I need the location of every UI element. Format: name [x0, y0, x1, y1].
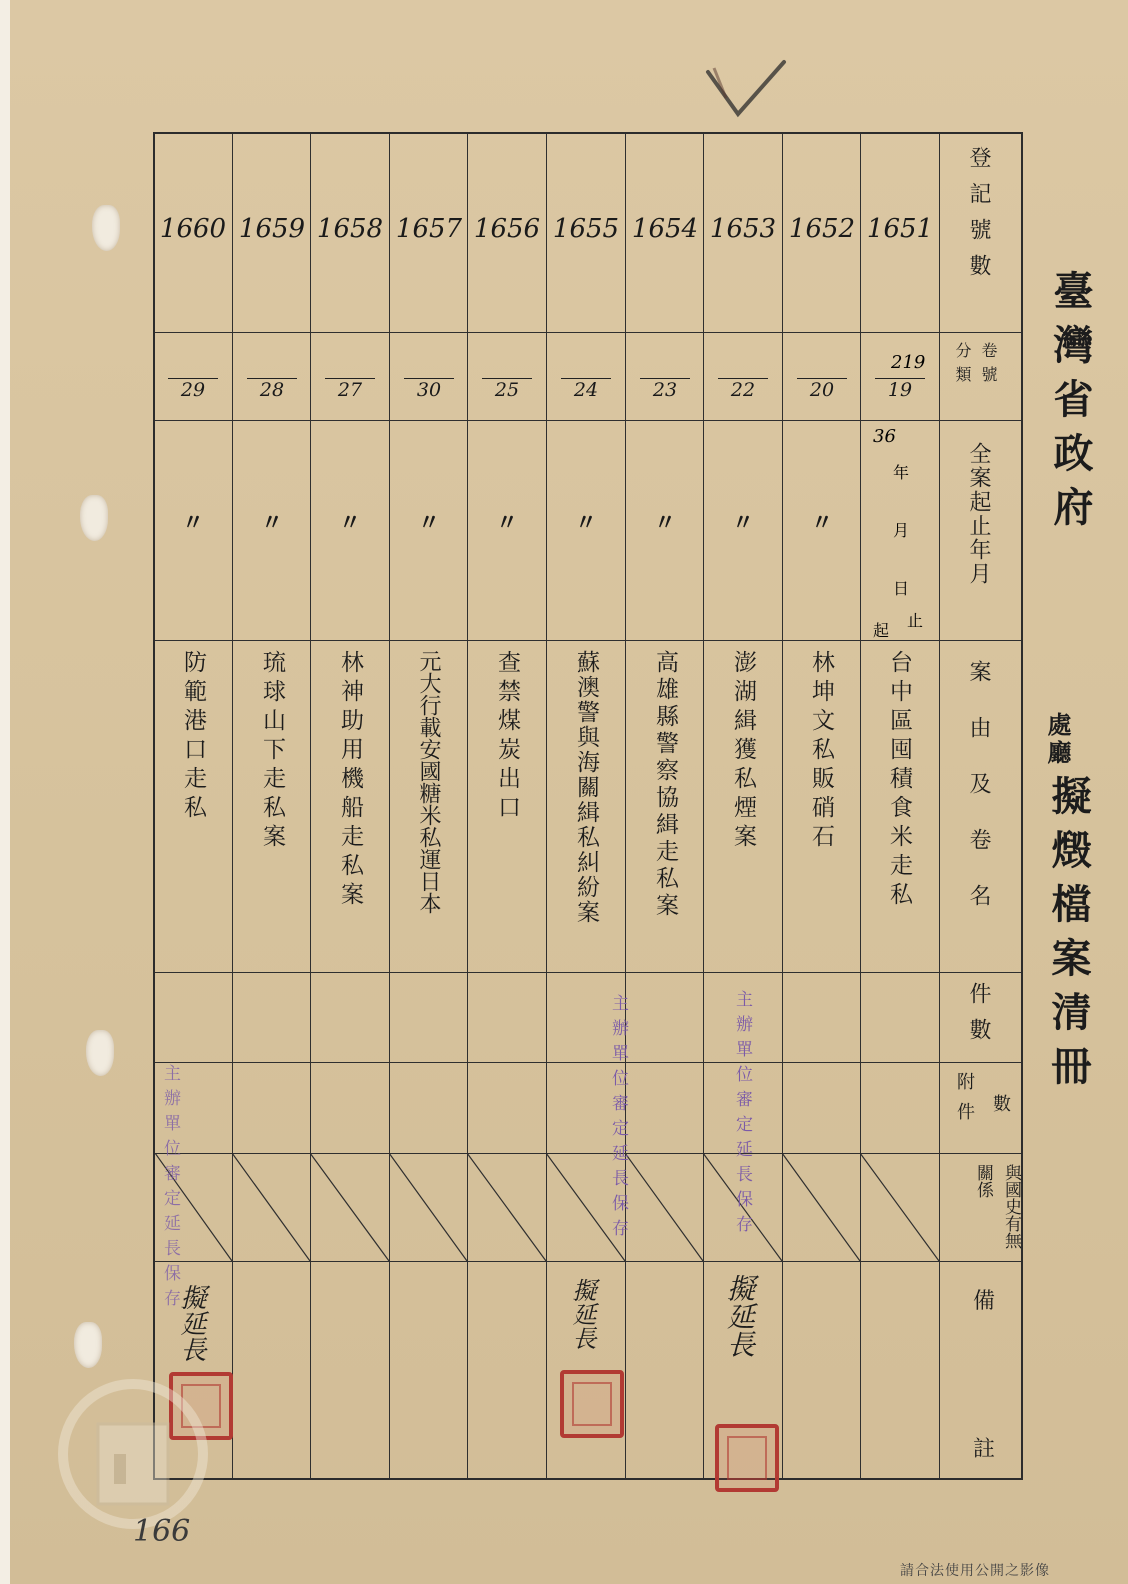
ditto-mark: 〃	[417, 510, 440, 536]
period-start: 起	[873, 621, 890, 640]
column-divider	[860, 134, 861, 1478]
period-year-number: 36	[873, 426, 896, 447]
header-case: 案由及卷名	[966, 660, 991, 940]
volume-number: 22	[718, 378, 768, 401]
category-number: 219	[891, 352, 926, 373]
ditto-mark: 〃	[574, 510, 597, 536]
reg-number: 1654	[631, 214, 699, 244]
column-divider	[939, 134, 940, 1478]
column-divider	[546, 134, 547, 1478]
volume-number: 25	[482, 378, 532, 401]
reg-number: 1651	[866, 214, 934, 244]
row-divider	[155, 332, 1021, 333]
ditto-mark: 〃	[338, 510, 361, 536]
reg-number: 1655	[552, 214, 620, 244]
page-edge	[0, 0, 10, 1584]
period-year: 年	[893, 463, 910, 482]
row-divider	[155, 1261, 1021, 1262]
approval-stamp	[155, 1064, 185, 1314]
period-day: 日	[893, 579, 910, 598]
punch-hole	[80, 495, 108, 541]
remark-note: 擬延長	[176, 1284, 206, 1362]
volume-number: 29	[168, 378, 218, 401]
header-category: 分類	[953, 342, 972, 390]
column-divider	[467, 134, 468, 1478]
header-attach: 附件	[954, 1072, 975, 1132]
stamp-line-2: 定延長保存	[160, 1189, 180, 1314]
header-period: 全案起止年月	[966, 442, 991, 586]
volume-number: 19	[875, 378, 925, 401]
ditto-mark: 〃	[731, 510, 754, 536]
approval-stamp	[603, 994, 633, 1244]
header-remarks-a: 備	[973, 1289, 996, 1314]
reg-number: 1652	[788, 214, 856, 244]
column-divider	[703, 134, 704, 1478]
header-attach-count: 數	[990, 1094, 1011, 1116]
reg-number: 1657	[395, 214, 463, 244]
checkmark-icon	[700, 58, 790, 128]
reg-number: 1653	[709, 214, 777, 244]
row-divider	[155, 1062, 1021, 1063]
column-divider	[625, 134, 626, 1478]
header-remarks-b: 註	[973, 1437, 996, 1462]
approval-stamp	[727, 990, 757, 1240]
punch-hole	[86, 1030, 114, 1076]
reg-number: 1656	[473, 214, 541, 244]
office-label: 處廳	[1043, 712, 1072, 768]
column-divider	[232, 134, 233, 1478]
case-title: 防範港口走私	[180, 650, 206, 824]
case-title: 琉球山下走私案	[259, 650, 285, 853]
case-title: 高雄縣警察協緝走私案	[652, 650, 678, 920]
row-divider	[155, 972, 1021, 973]
stamp-line-2: 定延長保存	[732, 1115, 752, 1240]
page-subtitle: 擬燬檔案清冊	[1045, 775, 1092, 1099]
reg-number: 1658	[316, 214, 384, 244]
volume-number: 28	[247, 378, 297, 401]
reg-number: 1659	[238, 214, 306, 244]
volume-number: 24	[561, 378, 611, 401]
remark-note: 擬延長	[568, 1278, 596, 1350]
stamp-line-1: 主辦單位審	[160, 1064, 180, 1189]
usage-notice: 請合法使用公開之影像	[900, 1563, 1050, 1579]
period-month: 月	[893, 521, 910, 540]
punch-hole	[92, 205, 120, 251]
punch-hole	[74, 1322, 102, 1368]
case-title: 林神助用機船走私案	[337, 650, 363, 911]
row-divider	[155, 420, 1021, 421]
ditto-mark: 〃	[260, 510, 283, 536]
case-title: 台中區囤積食米走私	[886, 650, 912, 911]
header-vol-no: 卷號	[979, 342, 998, 390]
column-divider	[389, 134, 390, 1478]
ditto-mark: 〃	[810, 510, 833, 536]
page-number: 166	[133, 1514, 191, 1549]
period-end: 止	[907, 611, 924, 630]
register-table	[153, 132, 1023, 1480]
case-title: 林坤文私販硝石	[808, 650, 834, 853]
remark-note: 擬延長	[723, 1274, 756, 1358]
column-divider	[782, 134, 783, 1478]
case-title: 查禁煤炭出口	[494, 650, 520, 824]
case-title: 蘇澳警與海關緝私糾紛案	[573, 650, 599, 925]
header-count: 件數	[966, 982, 991, 1054]
volume-number: 23	[640, 378, 690, 401]
history-diagonals	[155, 1153, 1021, 1261]
ditto-mark: 〃	[653, 510, 676, 536]
column-divider	[310, 134, 311, 1478]
header-history: 與國史有無關係	[973, 1164, 1021, 1249]
page-title: 臺灣省政府	[1047, 270, 1094, 540]
red-seal	[715, 1424, 779, 1492]
case-title: 元大行載安國糖米私運日本	[416, 650, 441, 914]
row-divider	[155, 640, 1021, 641]
ditto-mark: 〃	[495, 510, 518, 536]
volume-number: 20	[797, 378, 847, 401]
ditto-mark: 〃	[181, 510, 204, 536]
case-title: 澎湖緝獲私煙案	[730, 650, 756, 853]
reg-number: 1660	[159, 214, 227, 244]
stamp-line-1: 主辦單位審	[608, 994, 628, 1119]
volume-number: 30	[404, 378, 454, 401]
volume-number: 27	[325, 378, 375, 401]
red-seal	[560, 1370, 624, 1438]
header-reg-no: 登記號數	[966, 146, 991, 290]
stamp-line-1: 主辦單位審	[732, 990, 752, 1115]
stamp-line-2: 定延長保存	[608, 1119, 628, 1244]
